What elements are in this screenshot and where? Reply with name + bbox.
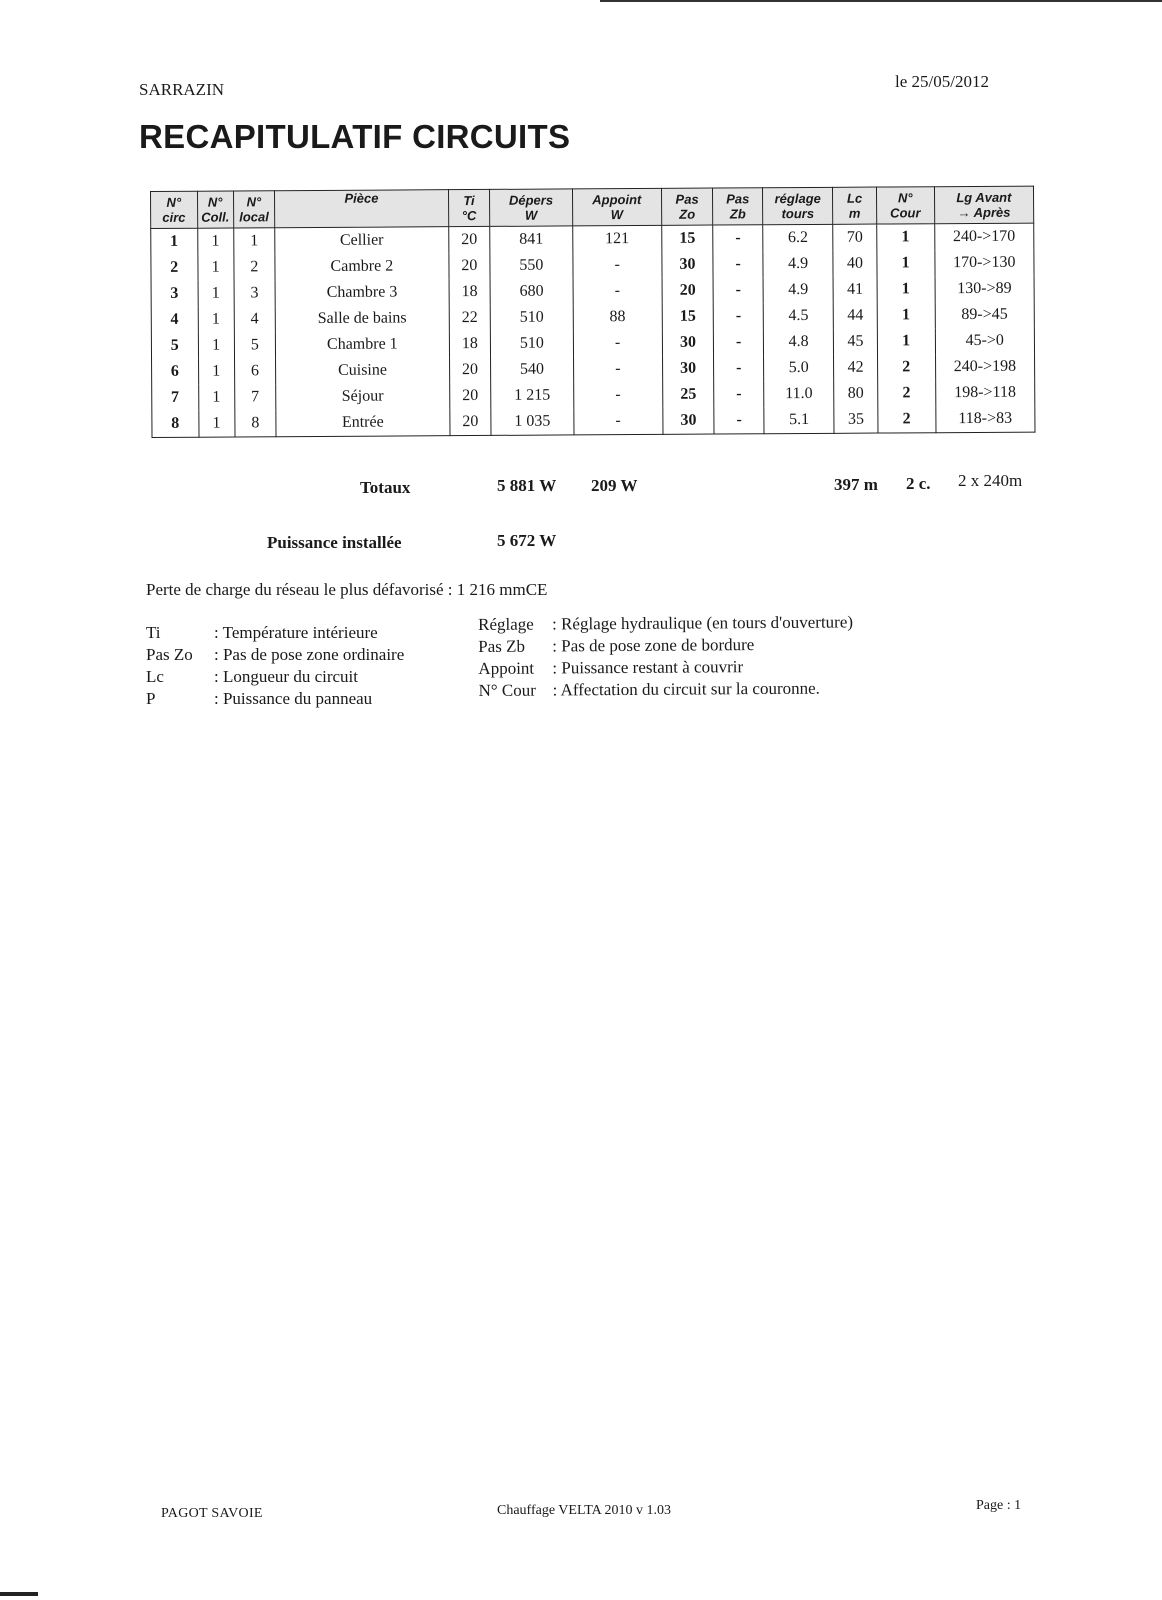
- table-cell: 88: [573, 304, 662, 331]
- column-header-line: circ: [162, 209, 186, 225]
- column-header-line: °C: [461, 208, 477, 224]
- legend-item: [478, 611, 853, 636]
- table-cell: 8: [152, 411, 199, 438]
- legend-desc: : Longueur du circuit: [214, 667, 358, 686]
- legend-desc: : Puissance restant à couvrir: [552, 657, 744, 678]
- legend-key: Réglage: [478, 614, 534, 634]
- scan-edge-bottom: [0, 1592, 38, 1596]
- table-cell: 1 215: [491, 382, 574, 409]
- table-cell: 1: [198, 280, 234, 306]
- table-cell: 45->0: [935, 328, 1035, 355]
- column-header-line: W: [524, 207, 538, 223]
- legend-item: [146, 688, 404, 710]
- legend-key: Appoint: [478, 658, 535, 678]
- table-cell: 1: [876, 224, 934, 251]
- table-cell: 1: [151, 228, 198, 255]
- table-cell: Salle de bains: [275, 305, 449, 332]
- column-header: [833, 187, 877, 224]
- table-cell: 1: [198, 384, 234, 410]
- column-header: [713, 188, 763, 225]
- table-cell: 11.0: [764, 381, 834, 407]
- table-cell: 7: [152, 385, 199, 411]
- table-cell: 42: [834, 355, 878, 381]
- table-cell: 89->45: [935, 302, 1035, 329]
- legend-desc: : Réglage hydraulique (en tours d'ouverture): [552, 612, 854, 634]
- table-cell: 45: [834, 329, 878, 355]
- totals-lg: 2 x 240m: [958, 471, 1023, 490]
- table-cell: -: [713, 277, 763, 303]
- table-cell: 118->83: [935, 406, 1035, 433]
- legend-item: [146, 622, 404, 644]
- column-header-line: m: [848, 205, 861, 221]
- column-header: [934, 186, 1034, 224]
- table-cell: -: [714, 381, 764, 407]
- table-cell: 4: [234, 306, 276, 332]
- table-cell: -: [713, 225, 763, 252]
- legend-key: N° Cour: [478, 680, 536, 700]
- table-cell: 4: [151, 307, 198, 333]
- table-cell: 5.0: [764, 355, 834, 381]
- column-header-line: Zo: [679, 206, 696, 222]
- table-cell: 130->89: [935, 276, 1035, 303]
- table-cell: 4.8: [763, 329, 833, 355]
- totals-appoint: 209 W: [591, 476, 638, 495]
- table-cell: 510: [490, 330, 573, 357]
- table-cell: 1: [877, 328, 935, 354]
- table-header: [151, 186, 1034, 228]
- table-cell: 70: [833, 224, 877, 251]
- table-cell: 2: [877, 354, 935, 380]
- table-cell: 121: [573, 225, 662, 252]
- table-cell: 35: [834, 407, 878, 434]
- legend-left: [146, 622, 404, 710]
- table-cell: 1: [877, 302, 935, 328]
- client-name: SARRAZIN: [139, 80, 225, 99]
- table-cell: 15: [662, 304, 714, 330]
- legend-key: Pas Zo: [146, 645, 193, 664]
- table-cell: 18: [449, 279, 491, 305]
- column-header: [197, 191, 233, 228]
- scan-edge-top: [600, 0, 1162, 2]
- table-cell: -: [714, 407, 764, 434]
- table-cell: 20: [662, 278, 714, 304]
- column-header-line: Lg Avant: [956, 189, 1012, 206]
- column-header: [233, 191, 275, 228]
- column-header-line: Ti: [463, 193, 475, 209]
- table-cell: 7: [234, 384, 276, 410]
- column-header-line: Pièce: [344, 190, 379, 206]
- table-cell: 1: [198, 306, 234, 332]
- table-cell: 18: [449, 331, 491, 357]
- legend-item: [146, 666, 404, 688]
- table-cell: 2: [877, 380, 935, 406]
- table-cell: 20: [449, 357, 491, 383]
- puissance-installee-value: 5 672 W: [497, 531, 557, 550]
- table-cell: 510: [490, 304, 573, 331]
- column-header-line: N°: [207, 194, 223, 210]
- table-cell: Entrée: [276, 409, 450, 437]
- table-cell: 841: [490, 226, 573, 253]
- column-header: [151, 191, 198, 228]
- table-cell: 41: [833, 277, 877, 303]
- table-row: [152, 406, 1035, 438]
- column-header: [490, 189, 573, 227]
- column-header: [275, 190, 449, 228]
- column-header-line: N°: [897, 190, 913, 206]
- table-cell: 1 035: [491, 408, 574, 435]
- column-header-line: Cour: [890, 205, 921, 221]
- table-cell: -: [714, 329, 764, 355]
- legend-desc: : Pas de pose zone ordinaire: [214, 645, 405, 664]
- column-header-line: N°: [246, 194, 262, 210]
- legend-desc: : Puissance du panneau: [214, 689, 373, 708]
- table-cell: 20: [449, 383, 491, 409]
- column-header: [448, 189, 490, 226]
- table-cell: 30: [662, 252, 714, 278]
- totals-couronnes: 2 c.: [906, 474, 931, 493]
- table-cell: 4.9: [763, 277, 833, 303]
- table-cell: 240->198: [935, 354, 1035, 381]
- table-cell: Chambre 1: [275, 331, 449, 358]
- legend-item: [478, 655, 853, 680]
- column-header: [876, 187, 934, 224]
- table-cell: 1: [877, 276, 935, 302]
- legend-key: P: [146, 689, 156, 708]
- table-cell: 6.2: [763, 224, 833, 251]
- table-cell: 1: [198, 410, 234, 437]
- table-cell: Cuisine: [276, 357, 450, 384]
- table-cell: 1: [197, 254, 233, 280]
- footer-software: Chauffage VELTA 2010 v 1.03: [497, 1503, 671, 1518]
- table-cell: -: [714, 355, 764, 381]
- perte-de-charge: Perte de charge du réseau le plus défavorisé : 1 216 mmCE: [146, 580, 548, 599]
- table-cell: 80: [834, 381, 878, 407]
- table-cell: -: [573, 356, 662, 383]
- table-cell: 40: [833, 251, 877, 277]
- column-header-line: local: [239, 209, 269, 225]
- column-header: [572, 188, 661, 226]
- table-cell: 1: [198, 332, 234, 358]
- table-cell: Cambre 2: [275, 253, 449, 280]
- table-cell: 30: [662, 356, 714, 382]
- table-cell: 2: [151, 255, 198, 281]
- table-cell: Chambre 3: [275, 279, 449, 306]
- table-cell: 20: [448, 226, 490, 253]
- table-cell: 44: [834, 303, 878, 329]
- table-cell: 22: [449, 305, 491, 331]
- legend-item: [478, 677, 853, 702]
- column-header-line: Appoint: [592, 191, 642, 208]
- column-header-line: Pas: [675, 191, 699, 207]
- table-cell: 1: [233, 228, 275, 255]
- legend-item: [478, 633, 853, 658]
- table-cell: 3: [151, 281, 198, 307]
- column-header-line: N°: [166, 194, 182, 210]
- document-date: le 25/05/2012: [895, 72, 989, 91]
- header-row: [151, 186, 1034, 228]
- column-header-line: → Après: [957, 204, 1011, 221]
- column-header-line: Coll.: [201, 209, 230, 225]
- table-cell: 30: [662, 330, 714, 356]
- table-cell: -: [573, 278, 662, 305]
- table-cell: 1: [198, 358, 234, 384]
- table-cell: 4.9: [763, 251, 833, 277]
- table-cell: 5.1: [764, 407, 834, 434]
- page-title: RECAPITULATIF CIRCUITS: [139, 118, 571, 155]
- table-cell: 30: [663, 408, 715, 435]
- table-cell: -: [573, 252, 662, 279]
- table-cell: 680: [490, 278, 573, 305]
- legend-item: [146, 644, 404, 666]
- table-cell: 15: [661, 225, 713, 252]
- column-header-line: Lc: [846, 190, 863, 206]
- column-header: [763, 187, 834, 224]
- table-cell: 5: [234, 332, 276, 358]
- table-cell: 6: [234, 358, 276, 384]
- legend-key: Pas Zb: [478, 636, 526, 656]
- table-cell: -: [714, 303, 764, 329]
- column-header-line: Zb: [729, 206, 746, 222]
- table-cell: 20: [450, 409, 492, 436]
- table-cell: 2: [234, 254, 276, 280]
- table-cell: 8: [235, 410, 277, 437]
- footer-page-number: Page : 1: [976, 1498, 1022, 1513]
- legend-key: Lc: [146, 667, 164, 686]
- column-header-line: Dépers: [508, 192, 554, 208]
- table-body: [151, 223, 1035, 437]
- table-cell: 540: [491, 356, 574, 383]
- column-header-line: W: [610, 207, 624, 223]
- column-header: [661, 188, 713, 225]
- footer-company: PAGOT SAVOIE: [161, 1506, 263, 1521]
- totals-length: 397 m: [834, 475, 878, 494]
- puissance-installee-label: Puissance installée: [267, 533, 402, 552]
- table-cell: 25: [662, 382, 714, 408]
- table-cell: 1: [197, 228, 233, 255]
- legend-right: [478, 611, 854, 702]
- legend-desc: : Pas de pose zone de bordure: [552, 635, 755, 656]
- totals-deperditions: 5 881 W: [497, 476, 557, 495]
- totals-label: Totaux: [360, 478, 411, 497]
- table-cell: 550: [490, 252, 573, 279]
- table-cell: 6: [152, 359, 199, 385]
- column-header-line: réglage: [774, 190, 821, 207]
- table-cell: 4.5: [763, 303, 833, 329]
- table-cell: Cellier: [275, 227, 449, 255]
- table-cell: 240->170: [934, 223, 1034, 250]
- table-cell: 3: [234, 280, 276, 306]
- column-header-line: tours: [781, 205, 815, 222]
- table-cell: -: [713, 251, 763, 277]
- table-cell: 5: [151, 333, 198, 359]
- circuits-table: [150, 186, 1035, 438]
- legend-key: Ti: [146, 623, 161, 642]
- table-cell: 20: [449, 253, 491, 279]
- table-cell: 1: [877, 250, 935, 276]
- column-header-line: Pas: [726, 191, 750, 207]
- table-cell: -: [573, 382, 662, 409]
- table-cell: -: [573, 330, 662, 357]
- legend-desc: : Température intérieure: [214, 623, 378, 642]
- table-cell: 2: [878, 406, 936, 433]
- table-cell: Séjour: [276, 383, 450, 410]
- legend-desc: : Affectation du circuit sur la couronne.: [552, 678, 820, 700]
- table-cell: -: [574, 408, 663, 435]
- table-cell: 198->118: [935, 380, 1035, 407]
- table-cell: 170->130: [935, 250, 1035, 277]
